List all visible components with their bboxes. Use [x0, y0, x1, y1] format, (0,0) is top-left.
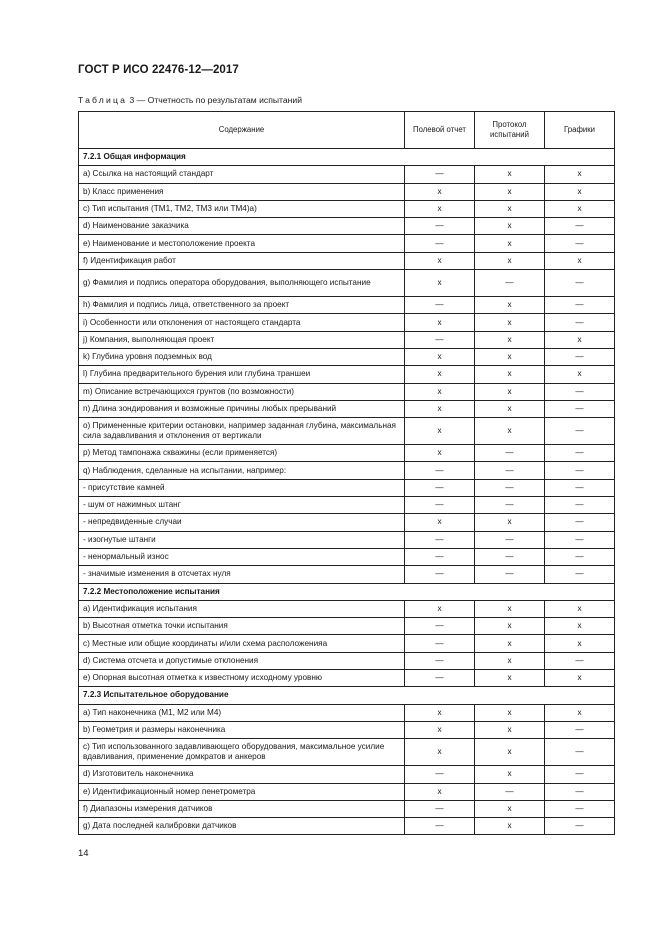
cell-graphs: — — [545, 818, 615, 835]
table-row — [79, 462, 615, 479]
row-label: j) Компания, выполняющая проект — [79, 331, 405, 348]
row-label: a) Ссылка на настоящий стандарт — [79, 166, 405, 183]
cell-field-report: x — [405, 314, 475, 331]
row-label: p) Метод тампонажа скважины (если применяется) — [79, 445, 405, 462]
cell-field-report: x — [405, 383, 475, 400]
cell-graphs: — — [545, 531, 615, 548]
section-title: 7.2.2 Местоположение испытания — [79, 583, 615, 600]
caption-word: Таблица — [78, 95, 128, 105]
table-row — [79, 200, 615, 217]
table-row — [79, 818, 615, 835]
row-label: d) Изготовитель наконечника — [79, 766, 405, 783]
cell-test-protocol: x — [475, 183, 545, 200]
cell-field-report: x — [405, 600, 475, 617]
table-caption — [78, 95, 302, 105]
row-label: e) Опорная высотная отметка к известному исходному уровню — [79, 670, 405, 687]
table-row — [79, 548, 615, 565]
cell-test-protocol: x — [475, 600, 545, 617]
cell-test-protocol: x — [475, 635, 545, 652]
cell-graphs: x — [545, 183, 615, 200]
table-row — [79, 252, 615, 269]
cell-test-protocol: x — [475, 721, 545, 738]
col-header-graphs: Графики — [545, 112, 615, 149]
cell-field-report: — — [405, 818, 475, 835]
cell-test-protocol: x — [475, 652, 545, 669]
cell-graphs: x — [545, 331, 615, 348]
cell-graphs: — — [545, 766, 615, 783]
table-row — [79, 445, 615, 462]
table-row — [79, 566, 615, 583]
cell-field-report: x — [405, 252, 475, 269]
cell-graphs: — — [545, 566, 615, 583]
cell-test-protocol: — — [475, 531, 545, 548]
row-label: o) Примененные критерии остановки, например заданная глубина, максимальная сила задавливания и отклонения от вертикали — [79, 418, 405, 445]
cell-graphs: — — [545, 400, 615, 417]
row-label: i) Особенности или отклонения от настоящего стандарта — [79, 314, 405, 331]
cell-test-protocol: — — [475, 479, 545, 496]
cell-graphs: x — [545, 252, 615, 269]
cell-test-protocol: x — [475, 297, 545, 314]
cell-graphs: — — [545, 445, 615, 462]
cell-graphs: — — [545, 297, 615, 314]
table-row — [79, 331, 615, 348]
row-label: f) Идентификация работ — [79, 252, 405, 269]
section-row — [79, 687, 615, 704]
row-label: - значимые изменения в отсчетах нуля — [79, 566, 405, 583]
row-label: g) Фамилия и подпись оператора оборудования, выполняющего испытание — [79, 270, 405, 297]
cell-field-report: x — [405, 514, 475, 531]
col-header-content: Содержание — [79, 112, 405, 149]
cell-graphs: x — [545, 366, 615, 383]
cell-field-report: x — [405, 366, 475, 383]
cell-test-protocol: — — [475, 270, 545, 297]
cell-graphs: — — [545, 497, 615, 514]
cell-graphs: — — [545, 314, 615, 331]
table-row — [79, 600, 615, 617]
table-row — [79, 497, 615, 514]
cell-graphs: — — [545, 800, 615, 817]
cell-test-protocol: — — [475, 548, 545, 565]
cell-field-report: x — [405, 445, 475, 462]
cell-test-protocol: — — [475, 445, 545, 462]
cell-field-report: x — [405, 783, 475, 800]
cell-graphs: x — [545, 600, 615, 617]
table-row — [79, 704, 615, 721]
cell-test-protocol: x — [475, 704, 545, 721]
row-label: b) Геометрия и размеры наконечника — [79, 721, 405, 738]
cell-test-protocol: — — [475, 566, 545, 583]
report-table — [78, 111, 615, 835]
table-row — [79, 183, 615, 200]
cell-field-report: — — [405, 618, 475, 635]
cell-test-protocol: x — [475, 200, 545, 217]
row-label: k) Глубина уровня подземных вод — [79, 348, 405, 365]
cell-test-protocol: x — [475, 235, 545, 252]
cell-graphs: x — [545, 618, 615, 635]
cell-graphs: — — [545, 348, 615, 365]
cell-test-protocol: x — [475, 618, 545, 635]
row-label: e) Наименование и местоположение проекта — [79, 235, 405, 252]
cell-field-report: x — [405, 183, 475, 200]
cell-field-report: x — [405, 200, 475, 217]
cell-test-protocol: x — [475, 348, 545, 365]
cell-graphs: — — [545, 548, 615, 565]
row-label: - изогнутые штанги — [79, 531, 405, 548]
row-label: a) Тип наконечника (M1, M2 или M4) — [79, 704, 405, 721]
cell-graphs: x — [545, 670, 615, 687]
row-label: d) Система отсчета и допустимые отклонения — [79, 652, 405, 669]
cell-field-report: x — [405, 739, 475, 766]
col-header-field-report: Полевой отчет — [405, 112, 475, 149]
cell-field-report: — — [405, 548, 475, 565]
table-row — [79, 314, 615, 331]
row-label: g) Дата последней калибровки датчиков — [79, 818, 405, 835]
table-row — [79, 635, 615, 652]
cell-field-report: x — [405, 704, 475, 721]
table-row — [79, 739, 615, 766]
table-row — [79, 270, 615, 297]
table-row — [79, 652, 615, 669]
cell-field-report: — — [405, 670, 475, 687]
cell-test-protocol: x — [475, 739, 545, 766]
table-row — [79, 766, 615, 783]
cell-test-protocol: x — [475, 252, 545, 269]
cell-field-report: — — [405, 297, 475, 314]
cell-field-report: — — [405, 462, 475, 479]
col-header-test-protocol: Протокол испытаний — [475, 112, 545, 149]
cell-graphs: x — [545, 635, 615, 652]
cell-test-protocol: x — [475, 418, 545, 445]
cell-field-report: — — [405, 218, 475, 235]
cell-test-protocol: x — [475, 400, 545, 417]
cell-field-report: x — [405, 348, 475, 365]
cell-field-report: — — [405, 331, 475, 348]
cell-graphs: x — [545, 704, 615, 721]
row-label: d) Наименование заказчика — [79, 218, 405, 235]
section-row — [79, 583, 615, 600]
row-label: c) Тип использованного задавливающего оборудования, максимальное усилие вдавливания, применение домкратов и анкеров — [79, 739, 405, 766]
cell-graphs: — — [545, 652, 615, 669]
cell-field-report: x — [405, 400, 475, 417]
table-row — [79, 166, 615, 183]
row-label: c) Местные или общие координаты и/или схема расположенияа — [79, 635, 405, 652]
table-row — [79, 783, 615, 800]
cell-test-protocol: — — [475, 497, 545, 514]
cell-field-report: — — [405, 497, 475, 514]
table-row — [79, 400, 615, 417]
caption-text: 3 — Отчетность по результатам испытаний — [129, 95, 302, 105]
row-label: e) Идентификационный номер пенетрометра — [79, 783, 405, 800]
cell-field-report: — — [405, 531, 475, 548]
cell-graphs: — — [545, 739, 615, 766]
cell-test-protocol: — — [475, 462, 545, 479]
cell-test-protocol: x — [475, 366, 545, 383]
cell-test-protocol: x — [475, 818, 545, 835]
row-label: - присутствие камней — [79, 479, 405, 496]
cell-field-report: x — [405, 721, 475, 738]
cell-graphs: x — [545, 166, 615, 183]
table-row — [79, 218, 615, 235]
section-title: 7.2.3 Испытательное оборудование — [79, 687, 615, 704]
cell-test-protocol: x — [475, 800, 545, 817]
table-row — [79, 531, 615, 548]
table-row — [79, 670, 615, 687]
cell-test-protocol: x — [475, 314, 545, 331]
cell-field-report: — — [405, 566, 475, 583]
table-row — [79, 383, 615, 400]
section-row — [79, 149, 615, 166]
cell-test-protocol: x — [475, 218, 545, 235]
cell-field-report: — — [405, 166, 475, 183]
table-row — [79, 514, 615, 531]
cell-test-protocol: x — [475, 766, 545, 783]
cell-graphs: — — [545, 383, 615, 400]
cell-field-report: — — [405, 235, 475, 252]
row-label: l) Глубина предварительного бурения или глубина траншеи — [79, 366, 405, 383]
cell-graphs: — — [545, 218, 615, 235]
row-label: - шум от нажимных штанг — [79, 497, 405, 514]
table-row — [79, 479, 615, 496]
table-row — [79, 418, 615, 445]
row-label: b) Высотная отметка точки испытания — [79, 618, 405, 635]
cell-graphs: — — [545, 514, 615, 531]
cell-graphs: — — [545, 462, 615, 479]
table-row — [79, 721, 615, 738]
cell-graphs: — — [545, 418, 615, 445]
row-label: f) Диапазоны измерения датчиков — [79, 800, 405, 817]
cell-test-protocol: x — [475, 331, 545, 348]
cell-test-protocol: — — [475, 783, 545, 800]
cell-field-report: x — [405, 270, 475, 297]
cell-field-report: — — [405, 652, 475, 669]
row-label: b) Класс применения — [79, 183, 405, 200]
cell-graphs: — — [545, 721, 615, 738]
document-title: ГОСТ Р ИСО 22476-12—2017 — [78, 64, 239, 76]
cell-test-protocol: x — [475, 670, 545, 687]
cell-graphs: — — [545, 235, 615, 252]
cell-field-report: — — [405, 479, 475, 496]
page-number: 14 — [78, 848, 89, 859]
cell-field-report: x — [405, 418, 475, 445]
cell-test-protocol: x — [475, 514, 545, 531]
table-row — [79, 366, 615, 383]
row-label: - непредвиденные случаи — [79, 514, 405, 531]
table-header-row — [79, 112, 615, 149]
cell-graphs: x — [545, 200, 615, 217]
table-row — [79, 800, 615, 817]
row-label: h) Фамилия и подпись лица, ответственного за проект — [79, 297, 405, 314]
table-row — [79, 235, 615, 252]
row-label: n) Длина зондирования и возможные причины любых прерываний — [79, 400, 405, 417]
row-label: m) Описание встречающихся грунтов (по возможности) — [79, 383, 405, 400]
table-row — [79, 297, 615, 314]
row-label: c) Тип испытания (ТМ1, ТМ2, ТМ3 или ТМ4)а) — [79, 200, 405, 217]
cell-graphs: — — [545, 479, 615, 496]
table-body — [79, 149, 615, 835]
row-label: a) Идентификация испытания — [79, 600, 405, 617]
table-row — [79, 618, 615, 635]
section-title: 7.2.1 Общая информация — [79, 149, 615, 166]
cell-test-protocol: x — [475, 166, 545, 183]
cell-graphs: — — [545, 270, 615, 297]
table-row — [79, 348, 615, 365]
cell-field-report: — — [405, 635, 475, 652]
cell-field-report: — — [405, 766, 475, 783]
cell-field-report: — — [405, 800, 475, 817]
row-label: q) Наблюдения, сделанные на испытании, например: — [79, 462, 405, 479]
row-label: - ненормальный износ — [79, 548, 405, 565]
cell-test-protocol: x — [475, 383, 545, 400]
cell-graphs: — — [545, 783, 615, 800]
